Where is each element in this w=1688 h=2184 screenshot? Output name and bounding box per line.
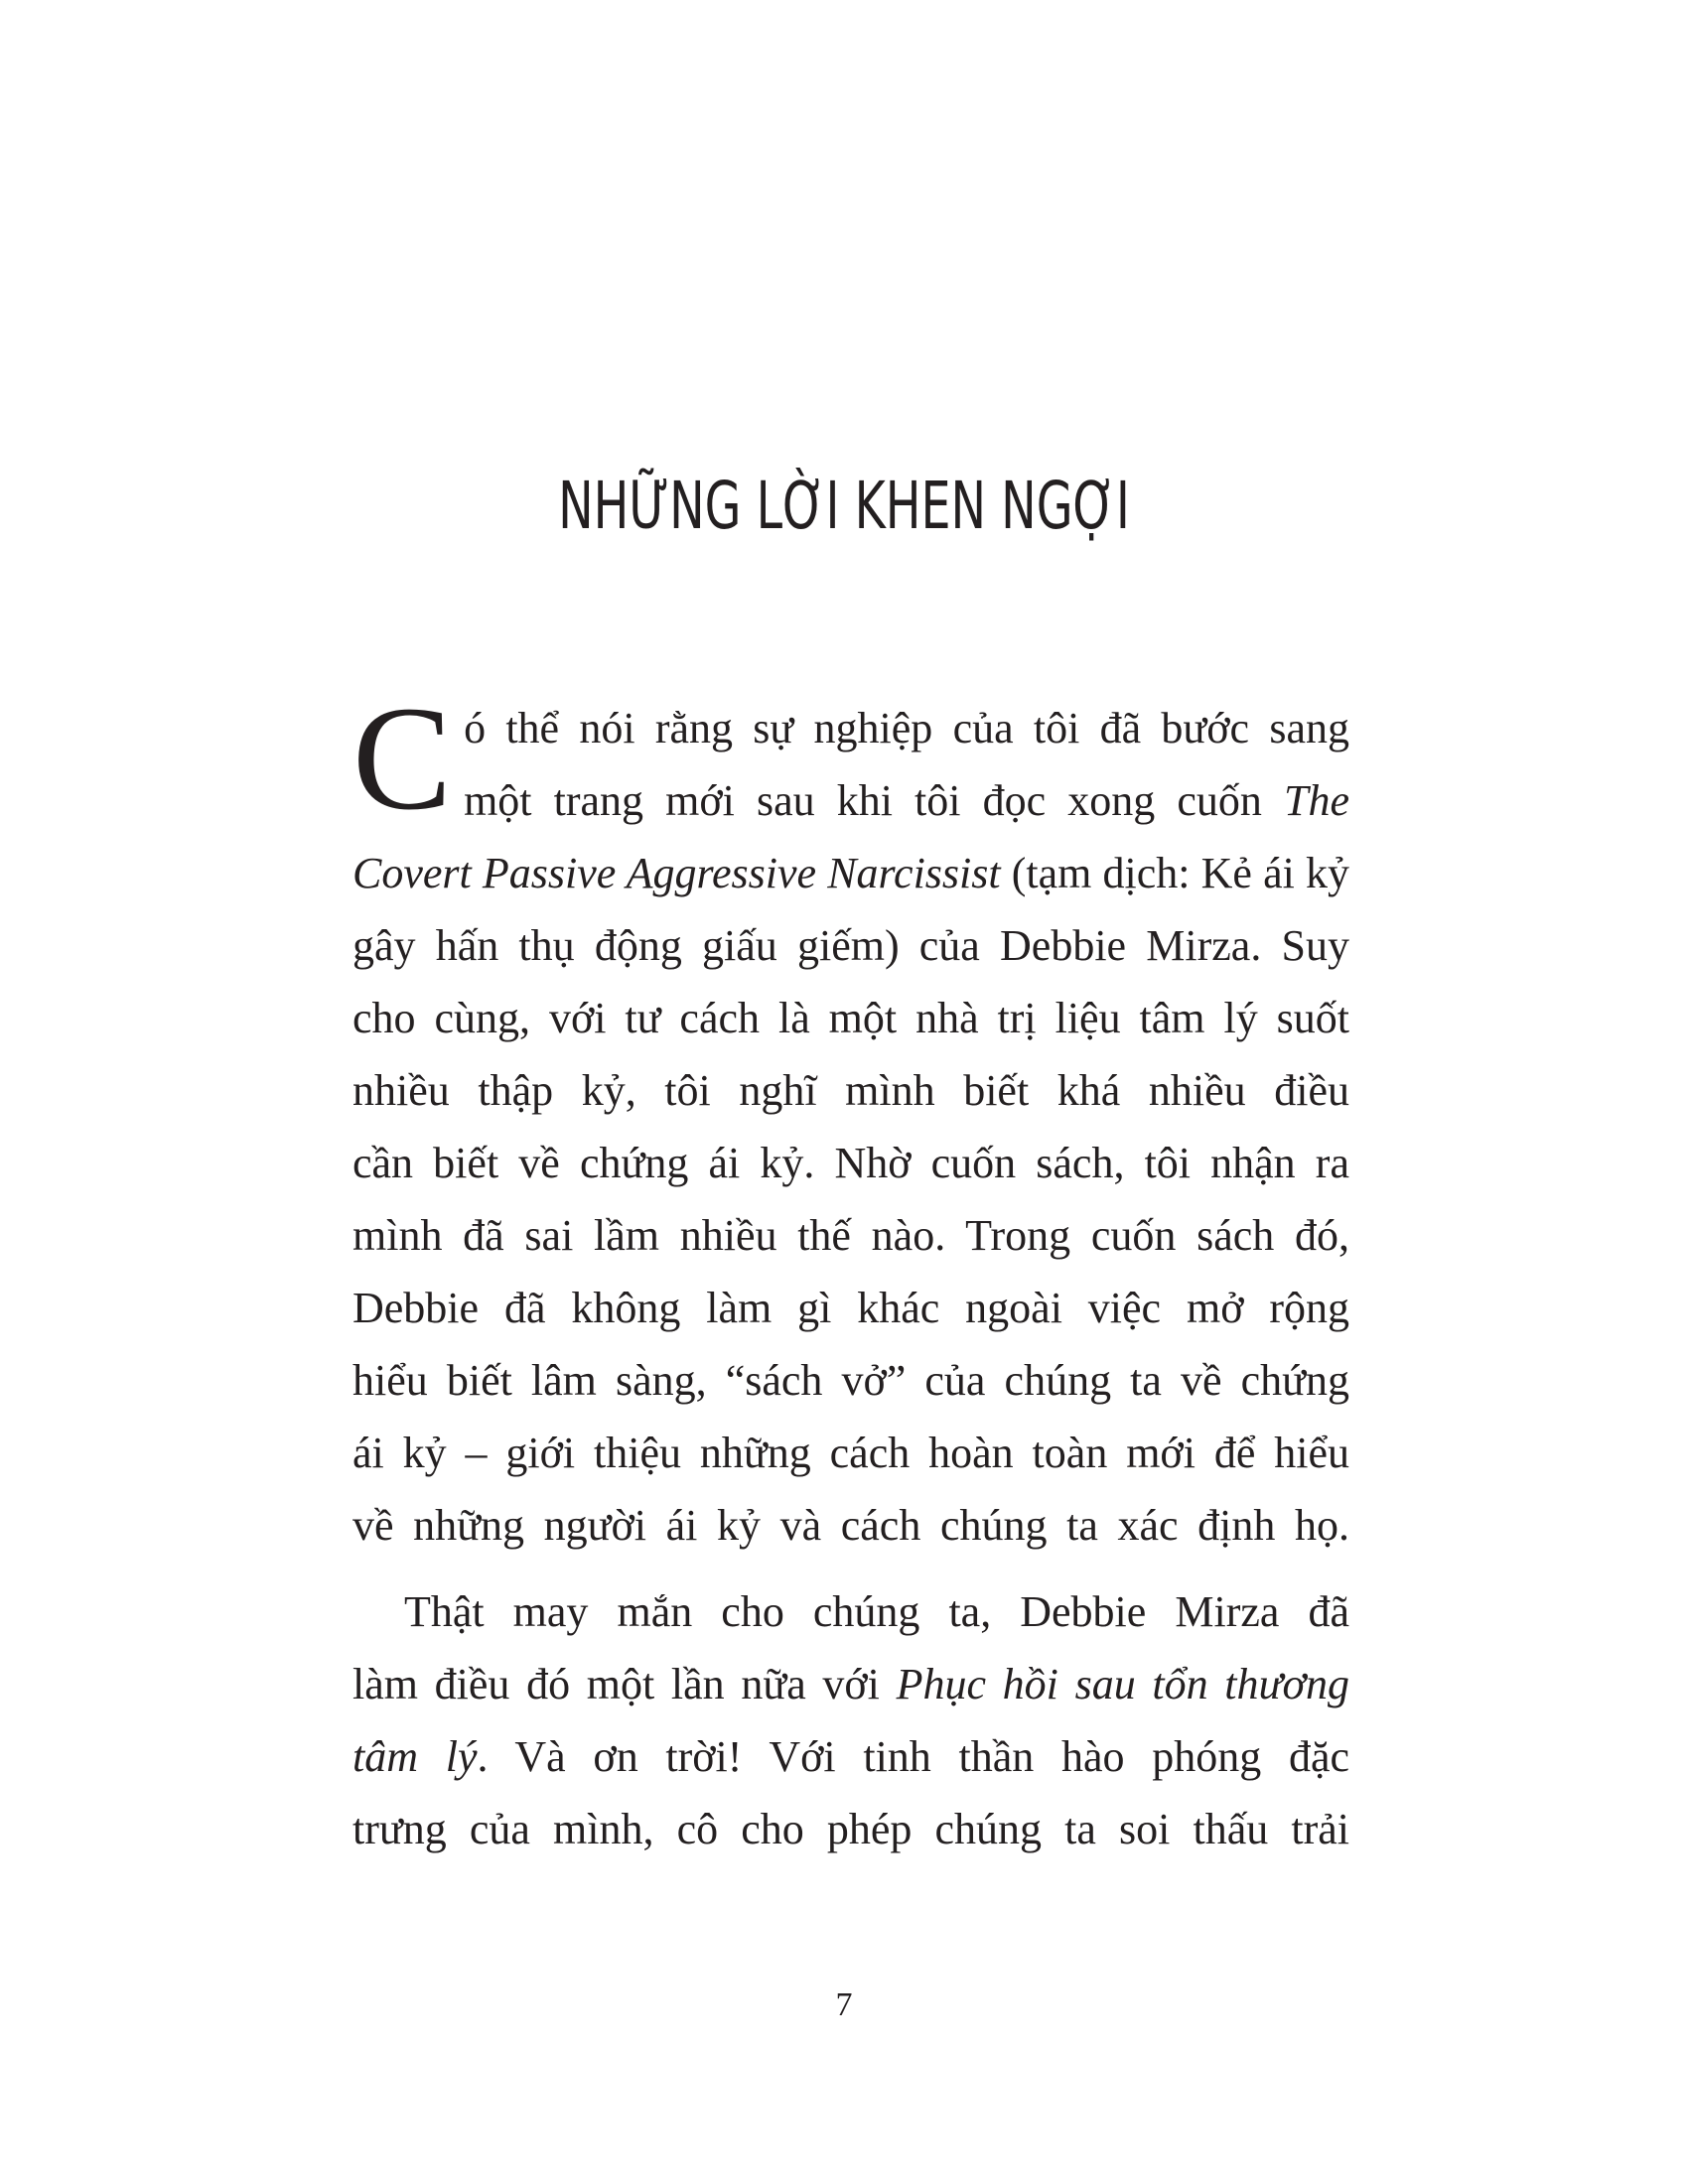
page-number: 7 — [835, 1986, 853, 2023]
book-title-italic: tâm lý — [352, 1732, 478, 1781]
paragraph-2 — [352, 1575, 1349, 1865]
book-title-italic: Phục hồi sau tổn thương — [896, 1660, 1349, 1708]
text-line: trưng của mình, cô cho phép chúng ta soi thấu trải — [352, 1805, 1349, 1853]
body-text — [352, 676, 1350, 1865]
text-line — [352, 1720, 1349, 1793]
text-line: cho cùng, với tư cách là một nhà trị liệu tâm lý suốt — [352, 994, 1349, 1042]
text-run: làm điều đó một lần nữa với — [352, 1660, 897, 1708]
text-line — [352, 837, 1349, 909]
text-run: (tạm dịch: Kẻ ái kỷ — [1000, 849, 1349, 897]
text-line: Debbie đã không làm gì khác ngoài việc mở rộng — [352, 1284, 1349, 1332]
text-line: Thật may mắn cho chúng ta, Debbie Mirza đã — [404, 1587, 1349, 1636]
text-line: ái kỷ – giới thiệu những cách hoàn toàn mới để hiểu — [352, 1429, 1349, 1477]
text-line: nhiều thập kỷ, tôi nghĩ mình biết khá nhiều điều — [352, 1066, 1349, 1115]
drop-cap: C — [352, 676, 453, 841]
text-line: về những người ái kỷ và cách chúng ta xác định họ. — [352, 1501, 1349, 1550]
chapter-title: NHỮNG LỜI KHEN NGỢI — [558, 468, 1130, 544]
book-title-italic: Covert Passive Aggressive Narcissist — [352, 849, 1001, 897]
text-line: mình đã sai lầm nhiều thế nào. Trong cuốn sách đó, — [352, 1211, 1349, 1260]
text-line: ó thể nói rằng sự nghiệp của tôi đã bước sang — [464, 704, 1349, 752]
paragraph-1 — [352, 676, 1349, 1562]
text-line: gây hấn thụ động giấu giếm) của Debbie Mirza. Suy — [352, 921, 1349, 970]
text-run: . Và ơn trời! Với tinh thần hào phóng đặc — [477, 1732, 1350, 1781]
text-line — [352, 764, 1349, 837]
text-line — [352, 1648, 1349, 1720]
text-run: một trang mới sau khi tôi đọc xong cuốn — [464, 776, 1284, 825]
text-line: hiểu biết lâm sàng, “sách vở” của chúng ta về chứng — [352, 1356, 1349, 1405]
text-line: cần biết về chứng ái kỷ. Nhờ cuốn sách, tôi nhận ra — [352, 1139, 1349, 1187]
book-title-italic: The — [1284, 776, 1349, 825]
